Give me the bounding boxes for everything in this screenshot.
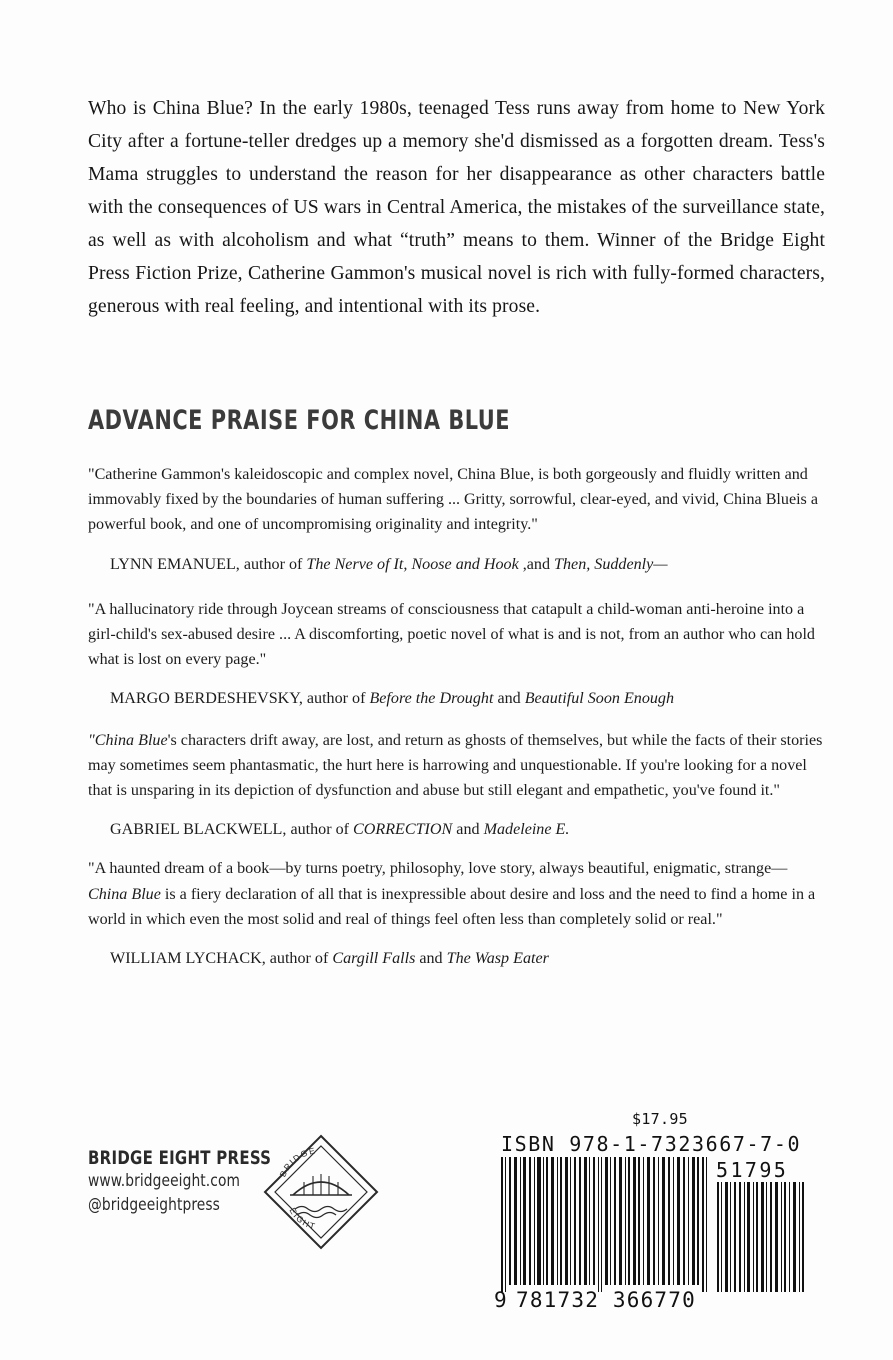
blurb-inline-italic: China Blue [88, 885, 161, 903]
synopsis-paragraph: Who is China Blue? In the early 1980s, teenaged Tess runs away from home to New York City after a fortune-teller dredges up a memory she'd dismissed as a forgotten dream. Tess's Mama struggles to understand the reason for her disappearance as other characters battle with the consequences of US wars in Central America, the mistakes of the surveillance state, as well as with alcoholism and what “truth” means to them. Winner of the Bridge Eight Press Fiction Prize, Catherine Gammon's musical novel is rich with fully-formed characters, generous with real feeling, and intentional with its prose. [88, 98, 825, 317]
blurb-attr-role: author of [239, 555, 307, 573]
blurb-attr-role: author of [265, 950, 333, 968]
blurb-item [88, 462, 825, 577]
blurb-attr-name: MARGO BERDESHEVSKY, [110, 690, 303, 708]
blurb-text-body: "A haunted dream of a book—by turns poetry, philosophy, love story, always beautiful, enigmatic, strange— [88, 860, 788, 878]
blurb-attr-role: author of [302, 690, 370, 708]
advance-praise-heading: ADVANCE PRAISE FOR CHINA BLUE [88, 405, 511, 436]
blurb-attr-work-1: Cargill Falls [332, 950, 416, 968]
blurb-item [88, 856, 825, 971]
blurb-attribution [88, 552, 825, 577]
bridge-eight-press-logo [262, 1133, 380, 1251]
blurb-attr-work-1: Before the Drought [369, 690, 494, 708]
blurb-text: "Catherine Gammon's kaleidoscopic and complex novel, China Blue, is both gorgeously and fluidly written and immovably fixed by the boundaries of human suffering ... Gritty, sorrowful, clear-eyed, and vivid, China Blueis a powerful book, and one of uncompromising originality and integrity." [88, 466, 818, 534]
ean-lead-digit: 9 [494, 1288, 507, 1312]
blurb-item [88, 728, 825, 843]
barcode-block [494, 1110, 814, 1310]
blurb-attr-work-2: Beautiful Soon Enough [524, 690, 675, 708]
svg-text:EIGHT: EIGHT [287, 1205, 318, 1232]
blurb-attr-name: WILLIAM LYCHACK, [110, 950, 266, 968]
barcode-addon-digits: 51795 [716, 1158, 789, 1182]
publisher-website[interactable]: www.bridgeeight.com [88, 1171, 241, 1190]
blurb-attr-work-1: CORRECTION [353, 821, 453, 839]
blurb-attr-role: author of [286, 821, 354, 839]
blurb-attr-work-2: Madeleine E. [483, 821, 570, 839]
blurb-attr-join: ,and [518, 555, 555, 573]
blurb-attr-join: and [452, 821, 484, 839]
blurb-text-body: 's characters drift away, are lost, and return as ghosts of themselves, but while the facts of their stories may sometimes seem phantasmatic, the hurt here is harrowing and unquestionable. If you're looking for a novel that is unsparing in its depiction of dysfunction and abuse but still elegant and empathetic, you've found it." [88, 731, 823, 800]
blurb-attr-join: and [493, 690, 525, 708]
blurb-attr-work-1: The Nerve of It, [306, 555, 408, 573]
blurb-attr-join: and [415, 950, 447, 968]
blurb-text [88, 856, 825, 932]
isbn-text: ISBN 978-1-7323667-7-0 [501, 1132, 802, 1156]
blurb-attribution [88, 946, 825, 971]
publisher-name: BRIDGE EIGHT PRESS [88, 1148, 272, 1169]
blurb-attr-name: LYNN EMANUEL, [110, 555, 240, 573]
blurb-attribution [88, 686, 825, 711]
blurb-text [88, 728, 825, 804]
blurbs-section [88, 462, 825, 984]
blurb-item [88, 597, 825, 712]
blurb-attr-work-2: The Wasp Eater [446, 950, 549, 968]
ean5-addon-barcode [716, 1182, 806, 1292]
blurb-text-body-2: is a fiery declaration of all that is inexpressible about desire and loss and the need to find a home in a world in which even the most solid and real of things feel often less than completely solid or real." [88, 885, 816, 928]
price-label: $17.95 [632, 1110, 688, 1128]
blurb-attr-work-2: Noose and Hook [407, 555, 519, 573]
publisher-social-handle[interactable]: @bridgeeightpress [88, 1195, 220, 1214]
blurb-lead-italic: "China Blue [88, 731, 168, 749]
ean-digits: 781732 366770 [516, 1288, 696, 1312]
blurb-attr-name: GABRIEL BLACKWELL, [110, 821, 287, 839]
blurb-attr-work-3: Then, Suddenly— [554, 555, 668, 573]
ean13-barcode [499, 1157, 711, 1292]
blurb-text: "A hallucinatory ride through Joycean streams of consciousness that catapult a child-woman anti-heroine into a girl-child's sex-abused desire ... A discomforting, poetic novel of what is and is not, from an author who can hold what is lost on every page." [88, 600, 815, 669]
blurb-attribution [88, 817, 825, 842]
svg-text:BRIDGE: BRIDGE [277, 1145, 318, 1179]
